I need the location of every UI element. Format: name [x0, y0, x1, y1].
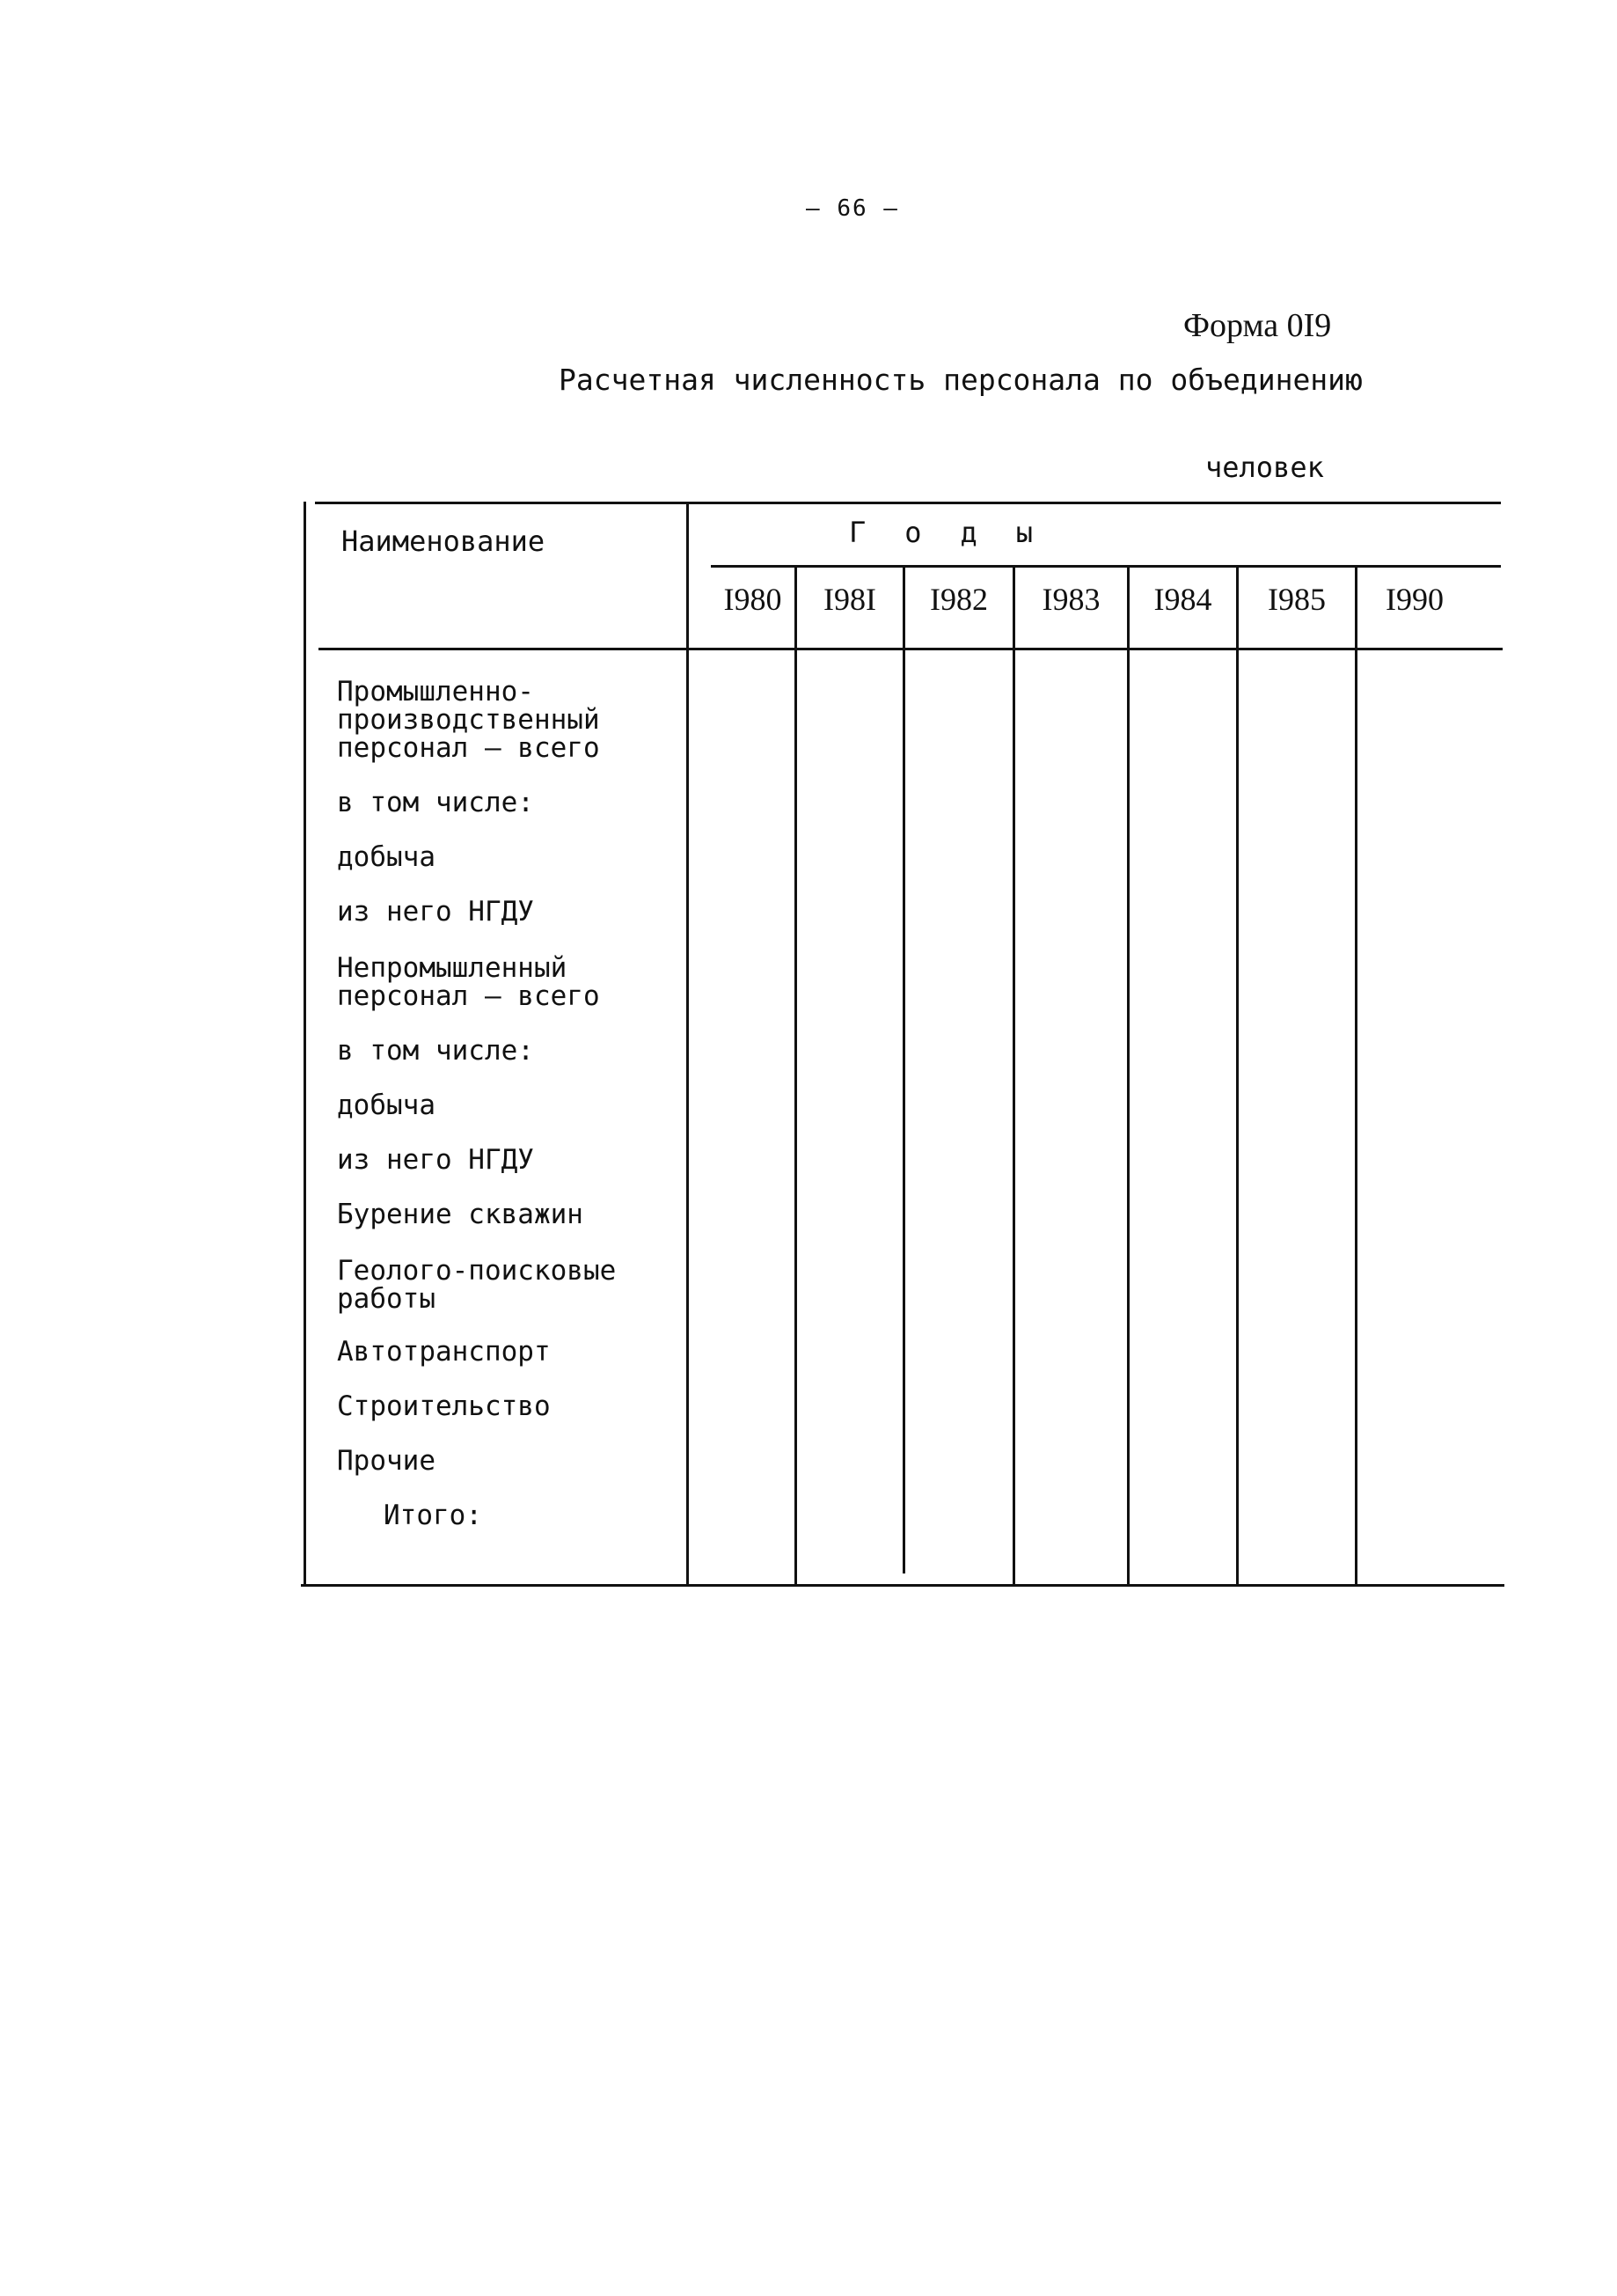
year-column-separator	[794, 566, 797, 1587]
row-label: из него НГДУ	[337, 896, 534, 928]
row-label: Промышленно- производственный персонал – всего	[337, 676, 600, 764]
page-number: – 66 –	[806, 195, 899, 222]
row-label: Бурение скважин	[337, 1199, 583, 1230]
row-label: Автотранспорт	[337, 1336, 551, 1368]
unit-label: человек	[1205, 451, 1324, 484]
row-label: Прочие	[337, 1445, 435, 1477]
table-left-border	[304, 502, 306, 1587]
column-header-years: Годы	[849, 516, 1072, 549]
year-header: I984	[1153, 582, 1212, 617]
year-header: I983	[1042, 582, 1101, 617]
year-header: I98I	[823, 582, 876, 617]
row-label: в том числе:	[337, 787, 534, 818]
year-header: I985	[1268, 582, 1326, 617]
year-header: I990	[1386, 582, 1444, 617]
year-header: I980	[723, 582, 782, 617]
header-bottom-border	[318, 648, 1503, 650]
row-label: добыча	[337, 1089, 435, 1121]
row-label: Строительство	[337, 1390, 551, 1422]
column-header-name: Наименование	[341, 524, 545, 558]
table-top-border	[315, 502, 1501, 504]
table-bottom-border	[301, 1584, 1504, 1587]
document-title: Расчетная численность персонала по объединению	[559, 363, 1363, 397]
year-header: I982	[930, 582, 988, 617]
year-column-separator	[1355, 566, 1357, 1587]
year-column-separator	[903, 566, 905, 1573]
row-label-total: Итого:	[384, 1500, 482, 1531]
row-label: из него НГДУ	[337, 1144, 534, 1176]
year-column-separator	[1127, 566, 1130, 1587]
year-column-separator	[1013, 566, 1015, 1587]
row-label: Геолого-поисковые работы	[337, 1255, 617, 1315]
year-column-separator	[1236, 566, 1239, 1587]
row-label: Непромышленный персонал – всего	[337, 952, 600, 1012]
form-label: Форма 0I9	[1183, 307, 1332, 344]
years-subheader-line	[711, 565, 1501, 568]
name-column-separator	[686, 502, 689, 1587]
row-label: в том числе:	[337, 1035, 534, 1067]
row-label: добыча	[337, 841, 435, 873]
